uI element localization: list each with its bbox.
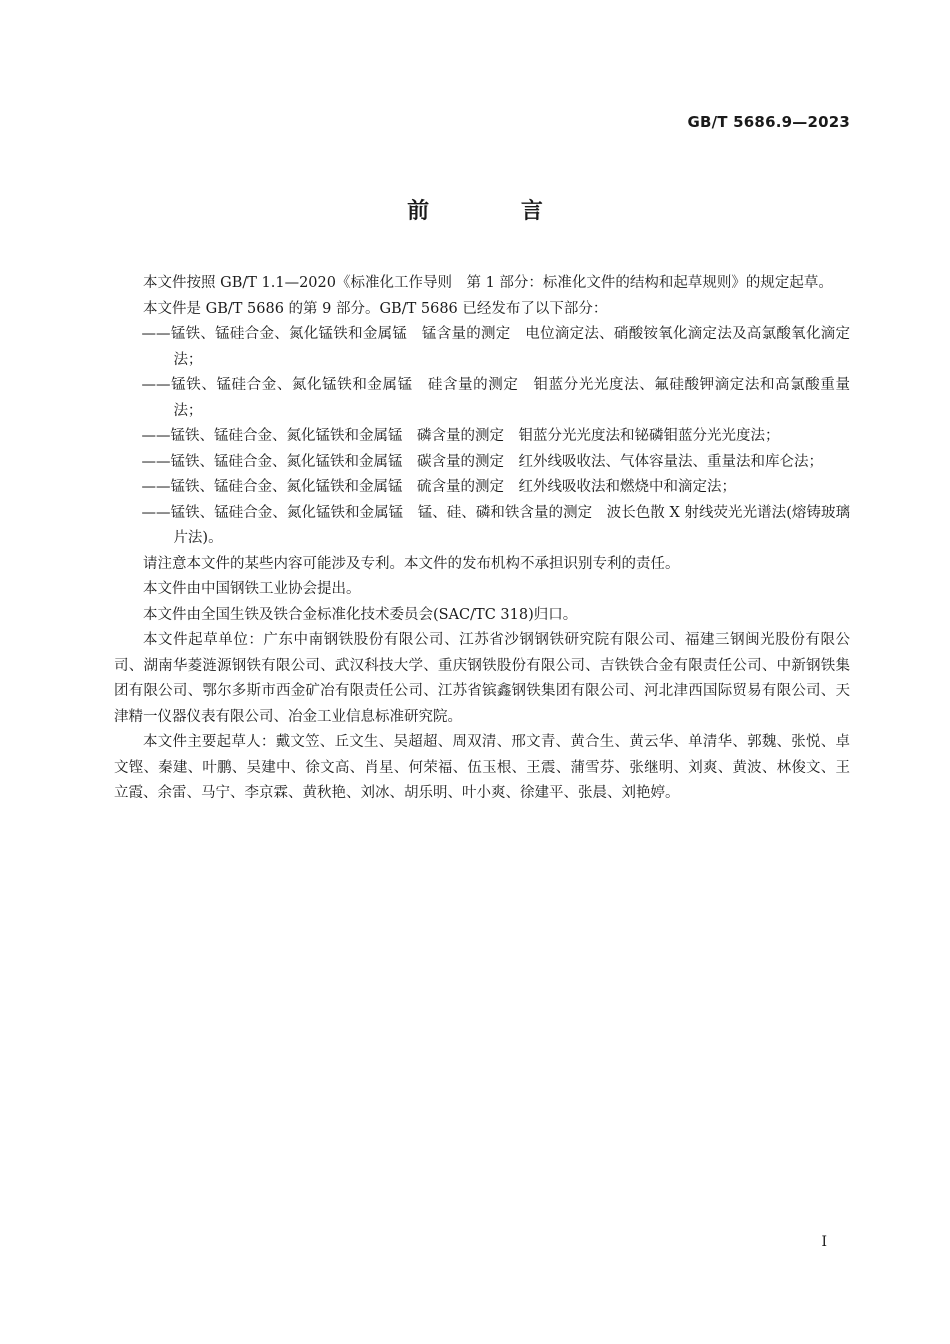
paragraph-proposer: 本文件由中国钢铁工业协会提出。 [143,581,361,597]
foreword-body [114,271,850,807]
paragraph-drafting-rules: 本文件按照 GB/T 1.1—2020《标准化工作导则 第 1 部分：标准化文件的结构和起草规则》的规定起草。 [143,275,833,291]
list-item: ——锰铁、锰硅合金、氮化锰铁和金属锰 碳含量的测定 红外线吸收法、气体容量法、重量法和库仑法； [141,453,824,470]
page-title: 前 言 [407,199,585,224]
list-item: ——锰铁、锰硅合金、氮化锰铁和金属锰 锰、硅、磷和铁含量的测定 波长色散 X 射线荧光光谱法(熔铸玻璃片法)。 [141,504,850,546]
list-item: ——锰铁、锰硅合金、氮化锰铁和金属锰 磷含量的测定 钼蓝分光光度法和铋磷钼蓝分光光度法； [141,428,780,444]
standard-number: GB/T 5686.9—2023 [687,113,850,131]
list-item: ——锰铁、锰硅合金、氮化锰铁和金属锰 硫含量的测定 红外线吸收法和燃烧中和滴定法； [141,479,737,495]
paragraph-drafting-units: 本文件起草单位：广东中南钢铁股份有限公司、江苏省沙钢钢铁研究院有限公司、福建三钢闽光股份有限公司、湖南华菱涟源钢铁有限公司、武汉科技大学、重庆钢铁股份有限公司、吉铁铁合金有限责任公司、中新钢铁集团有限公司、鄂尔多斯市西金矿冶有限责任公司、江苏省镔鑫钢铁集团有限公司、河北津西国际贸易有限公司、天津精一仪器仪表有限公司、冶金工业信息标准研究院。 [114,632,850,725]
paragraph-patent-notice: 请注意本文件的某些内容可能涉及专利。本文件的发布机构不承担识别专利的责任。 [143,555,680,572]
paragraph-series-parts: 本文件是 GB/T 5686 的第 9 部分。GB/T 5686 已经发布了以下部分： [143,300,608,317]
paragraph-committee: 本文件由全国生铁及铁合金标准化技术委员会(SAC/TC 318)归口。 [143,606,578,623]
paragraph-drafters: 本文件主要起草人：戴文笠、丘文生、吴超超、周双清、邢文青、黄合生、黄云华、单清华、郭魏、张悦、卓文铿、秦建、叶鹏、吴建中、徐文高、肖星、何荣福、伍玉根、王震、蒲雪芬、张继明、刘爽、黄波、林俊文、王立霞、余雷、马宁、李京霖、黄秋艳、刘冰、胡乐明、叶小爽、徐建平、张晨、刘艳婷。 [114,734,850,801]
list-item: ——锰铁、锰硅合金、氮化锰铁和金属锰 硅含量的测定 钼蓝分光光度法、氟硅酸钾滴定法和高氯酸重量法； [141,377,850,419]
page-number: I [821,1234,827,1250]
list-item: ——锰铁、锰硅合金、氮化锰铁和金属锰 锰含量的测定 电位滴定法、硝酸铵氧化滴定法及高氯酸氧化滴定法； [141,326,850,368]
